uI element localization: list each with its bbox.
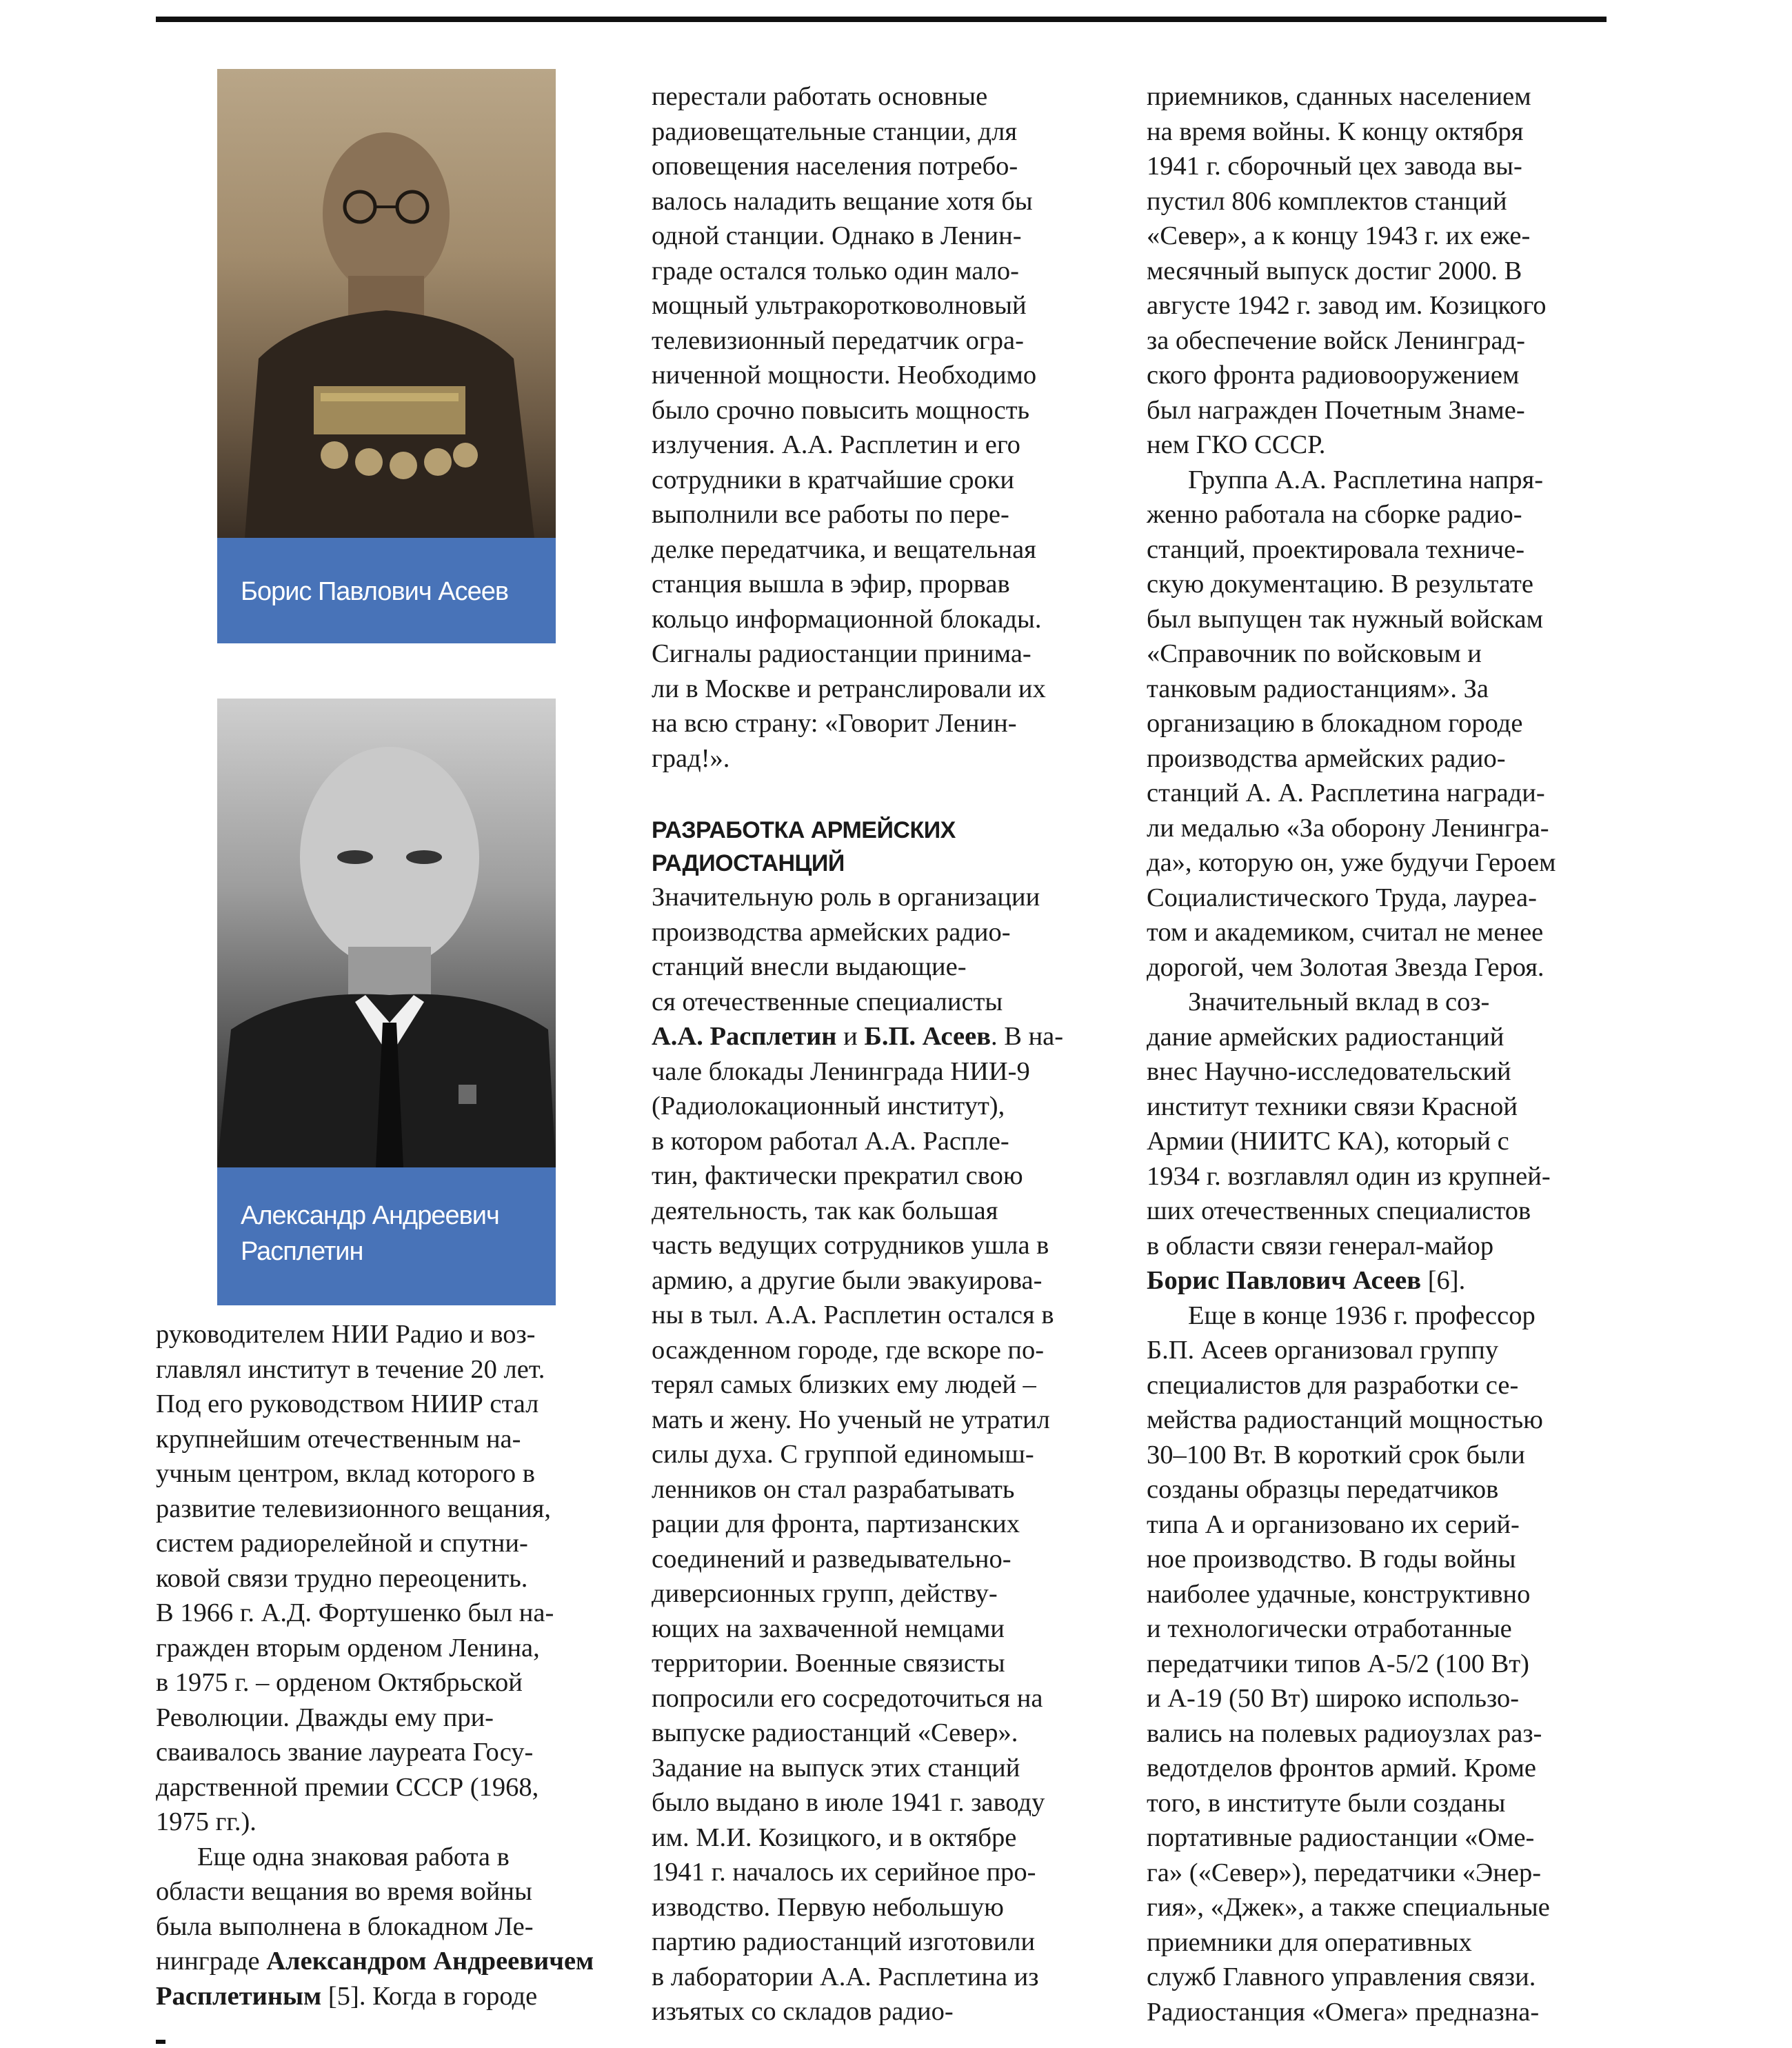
portrait-aseev-drawing xyxy=(217,69,556,538)
paragraph: Еще в конце 1936 г. профессор Б.П. Асеев организовал группу специалистов для разработки се- мейства радиостанций мощностью 30–100 Вт. В короткий срок были созданы образцы передатчиков типа А и организовано их серий- ное производство. В годы войны наиболее удачные, конструктивно и технологически отработанные передатчики типов А-5/2 (100 Вт) и А-19 (50 Вт) широко использо- вались на полевых радиоузлах раз- ведотделов фронтов армий. Кроме того, в институте были созданы портативные радиостанции «Оме- га» («Север»), передатчики «Энер- гия», «Джек», а также специальные приемники для оперативных служб Главного управления связи. Радиостанция «Омега» предназна- xyxy=(1147,1301,1550,2027)
bold-name-aseev: Б.П. Асеев xyxy=(864,1022,991,1051)
left-text-column xyxy=(156,1317,638,2014)
middle-text-column xyxy=(652,79,1127,2026)
text-run: . В на- чале блокады Ленинграда НИИ-9 (Радиолокационный институт), в котором работал А.А. Распле- тин, фактически прекратил свою деятельность, так как большая часть ведущих сотрудников ушла в армию, а другие были эвакуирова- ны в тыл. А.А. Расплетин остался в осажденном городе, где вскоре по- терял самых близких ему людей – мать и жену. Но ученый не утратил силы духа. С группой единомыш- ленников он стал разрабатывать рации для фронта, партизанских соединений и разведывательно- диверсионных групп, действу- ющих на захваченной немцами территории. Военные связисты попросили его сосредоточиться на выпуске радиостанций «Север». Задание на выпуск этих станций было выдано в июле 1941 г. заводу им. М.И. Козицкого, и в октябре 1941 г. началось их серийное про- изводство. Первую небольшую партию радиостанций изготовили в лаборатории А.А. Расплетина из изъятых со складов радио- xyxy=(652,1022,1064,2026)
caption-raspletin-text: Александр Андреевич Расплетин xyxy=(241,1201,499,1266)
paragraph: перестали работать основные радиовещательные станции, для оповещения населения потребо- валось наладить вещание хотя бы одной станции. Однако в Ленин- граде остался только один мало- мощный ультракоротковолновый телевизионный передатчик огра- ниченной мощности. Необходимо было срочно повысить мощность излучения. А.А. Расплетин и его сотрудники в кратчайшие сроки выполнили все работы по пере- делке передатчика, и вещательная станция вышла в эфир, прорвав кольцо информационной блокады. Сигналы радиостанции принима- ли в Москве и ретранслировали их на всю страну: «Говорит Ленин- град!». xyxy=(652,82,1046,773)
bold-name-raspletin: Александром Андреевичем Расплетиным xyxy=(156,1947,594,2011)
section-heading: РАЗРАБОТКА АРМЕЙСКИХ РАДИОСТАНЦИЙ xyxy=(652,817,956,876)
right-text-column xyxy=(1147,79,1622,2029)
text-run: [5]. Когда в городе xyxy=(321,1981,538,2011)
text-run: Еще одна знаковая работа в области вещания во время войны была выполнена в блокадном Ле- нинграде xyxy=(156,1842,534,1976)
text-run: и xyxy=(836,1022,865,1051)
caption-aseev-text: Борис Павлович Асеев xyxy=(241,577,509,606)
paragraph xyxy=(1147,985,1622,1298)
page-corner-mark xyxy=(156,2040,165,2044)
bold-name-raspletin: А.А. Расплетин xyxy=(652,1022,837,1051)
photo-caption-aseev xyxy=(217,538,556,643)
bold-name-aseev: Борис Павлович Асеев xyxy=(1147,1266,1422,1295)
top-rule xyxy=(156,17,1607,22)
paragraph: руководителем НИИ Радио и воз- главлял институт в течение 20 лет. Под его руководством НИИР стал крупнейшим отечественным на- учным центром, вклад которого в развитие телевизионного вещания, систем радиорелейной и спутни- ковой связи трудно переоценить. В 1966 г. А.Д. Фортушенко был на- гражден вторым орденом Ленина, в 1975 г. – орденом Октябрьской Революции. Дважды ему при- сваивалось звание лауреата Госу- дарственной премии СССР (1968, 1975 гг.). xyxy=(156,1320,554,1836)
text-run: [6]. xyxy=(1421,1266,1466,1295)
paragraph xyxy=(156,1840,638,2014)
text-run: Значительную роль в организации производства армейских радио- станций внесли выдающие- ся отечественные специалисты xyxy=(652,883,1040,1016)
text-run: Значительный вклад в соз- дание армейских радиостанций внес Научно-исследовательский институт техники связи Красной Армии (НИИТС КА), который с 1934 г. возглавлял один из крупней- ших отечественных специалистов в области связи генерал-майор xyxy=(1147,987,1551,1261)
section-block xyxy=(652,814,1127,2029)
portrait-raspletin-drawing xyxy=(217,699,556,1167)
photo-caption-raspletin xyxy=(217,1167,556,1305)
portrait-photo-raspletin xyxy=(217,699,556,1167)
paragraph: приемников, сданных населением на время войны. К концу октября 1941 г. сборочный цех завода вы- пустил 806 комплектов станций «Север», а к концу 1943 г. их еже- месячный выпуск достиг 2000. В августе 1942 г. завод им. Козицкого за обеспечение войск Ленинград- ского фронта радиовооружением был награжден Почетным Знаме- нем ГКО СССР. xyxy=(1147,82,1547,459)
paragraph: Группа А.А. Расплетина напря- женно работала на сборке радио- станций, проектировала техниче- скую документацию. В результате был выпущен так нужный войскам «Справочник по войсковым и танковым радиостанциям». За организацию в блокадном городе производства армейских радио- станций А. А. Расплетина награди- ли медалью «За оборону Ленингра- да», которую он, уже будучи Героем Социалистического Труда, лауреа- том и академиком, считал не менее дорогой, чем Золотая Звезда Героя. xyxy=(1147,465,1556,982)
portrait-photo-aseev xyxy=(217,69,556,538)
paragraph xyxy=(652,880,1127,2029)
